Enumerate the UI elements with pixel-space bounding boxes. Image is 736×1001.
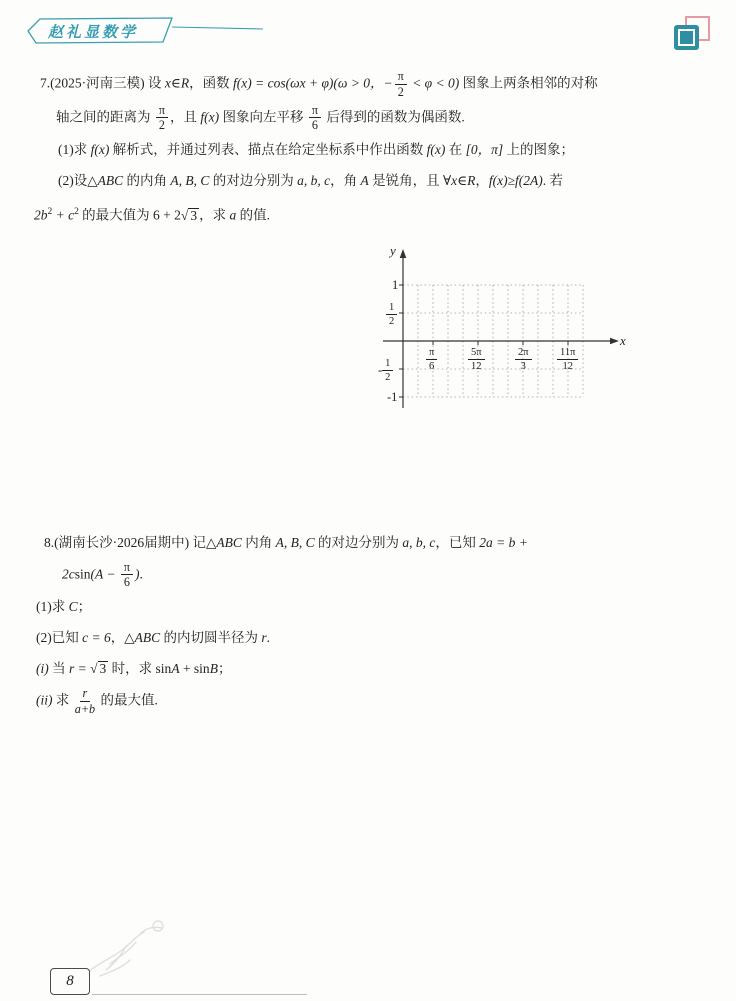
- problem-7-part-2: (2)设△ABC 的内角 A, B, C 的对边分别为 a, b, c，角 A 是锐角，且 ∀x∈R，f(x)≥f(2A). 若: [58, 173, 564, 188]
- logo-inner-square-icon: [678, 29, 695, 46]
- page-content: [34, 70, 702, 721]
- y-tick-half: $\frac{1}{2}$: [386, 302, 397, 327]
- axes-and-grid: [375, 242, 633, 424]
- publisher-logo-icon: [674, 16, 710, 50]
- problem-8-part-1: (1)求 C；: [36, 599, 92, 614]
- problem-7-line-2: 轴之间的距离为 $\frac{\pi}{2}$ ，且 f(x) 图象向左平移 $\frac{\pi}{6}$ 后得到的函数为偶函数.: [56, 102, 465, 133]
- problem-8-part-i: (i) 当 r = √ 3 时，求 sinA + sinB；: [36, 661, 232, 676]
- x-axis-label: x: [620, 332, 626, 348]
- problem-8: [34, 530, 702, 716]
- page-number: 8: [66, 973, 74, 989]
- page-number-box: [50, 968, 90, 995]
- brand-banner: [20, 14, 270, 50]
- figure-area: [34, 234, 702, 530]
- x-tick-2pi-3: $\frac{2\pi}{3}$: [515, 347, 532, 372]
- y-tick-1: 1: [392, 277, 399, 292]
- coordinate-grid-figure: [375, 242, 633, 424]
- problem-8-line-2: 2csin(A − $\frac{\pi}{6}$ ).: [62, 559, 143, 590]
- footer-rule: [92, 994, 307, 995]
- logo-teal-square-icon: [674, 25, 699, 50]
- problem-8-part-ii: (ii) 求 $\frac{r}{a+b}$ 的最大值.: [36, 686, 158, 716]
- problem-8-part-2: (2)已知 c = 6，△ABC 的内切圆半径为 r.: [36, 630, 271, 645]
- x-tick-pi-6: $\frac{\pi}{6}$: [426, 347, 437, 372]
- y-tick-neg-1: -1: [387, 389, 398, 404]
- x-tick-5pi-12: $\frac{5\pi}{12}$: [468, 347, 485, 372]
- x-tick-11pi-12: $\frac{11\pi}{12}$: [557, 347, 578, 372]
- brand-name: 赵礼显数学: [48, 25, 139, 41]
- y-axis-label: y: [390, 242, 396, 258]
- problem-7-line-1: 7.(2025·河南三模) 设 x∈R，函数 f(x) = cos(ωx + φ)(ω > 0，− $\frac{\pi}{2}$ < φ < 0) 图象上两条相邻的对称: [40, 69, 598, 99]
- problem-7: [34, 70, 702, 229]
- problem-7-part-1: (1)求 f(x) 解析式，并通过列表、描点在给定坐标系中作出函数 f(x) 在 [0，π] 上的图象；: [58, 142, 574, 157]
- y-tick-neg-half: - $\frac{1}{2}$: [378, 358, 393, 383]
- problem-8-line-1: 8.(湖南长沙·2026届期中) 记△ABC 内角 A, B, C 的对边分别为 a, b, c，已知 2a = b +: [44, 534, 528, 550]
- problem-7-line-5: $2b^2 + c^2$ 的最大值为 6 + 2√ 3 ，求 a 的值.: [34, 207, 270, 223]
